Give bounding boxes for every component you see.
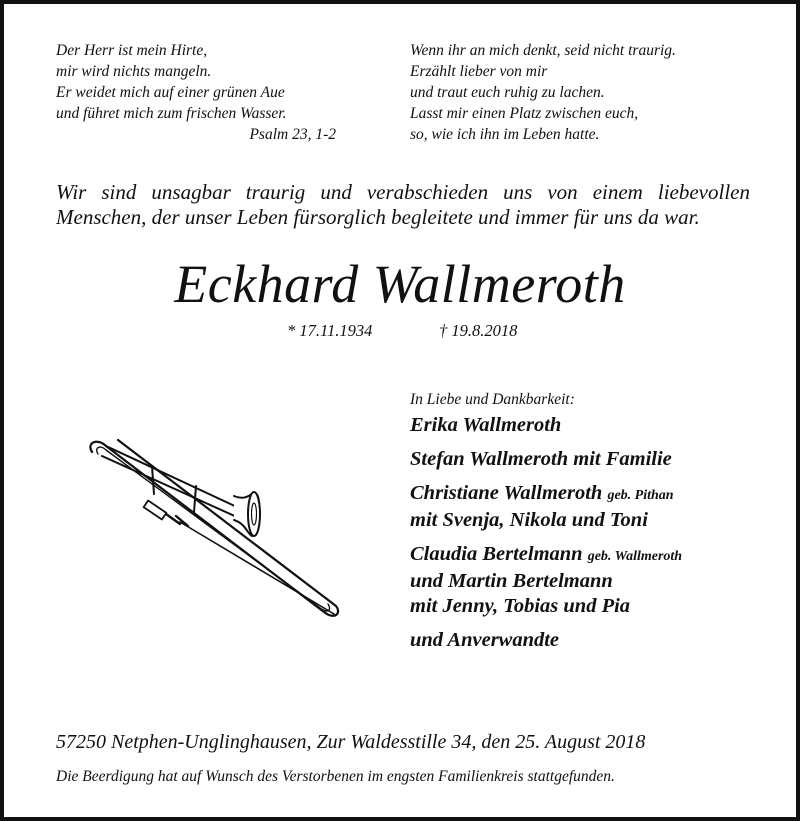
mourner-name: Stefan Wallmeroth mit Familie xyxy=(410,448,672,470)
poem-line: Wenn ihr an mich denkt, seid nicht traurig. xyxy=(410,42,676,59)
psalm-line: mir wird nichts mangeln. xyxy=(56,63,212,80)
psalm-line: Er weidet mich auf einer grünen Aue xyxy=(56,84,285,101)
mourners-intro: In Liebe und Dankbarkeit: xyxy=(410,391,575,408)
intro-text xyxy=(56,180,750,230)
mourner-entry xyxy=(410,481,790,508)
funeral-note: Die Beerdigung hat auf Wunsch des Verstorbenen im engsten Familienkreis stattgefunden. xyxy=(56,768,615,785)
mourner-line: und Martin Bertelmann xyxy=(410,570,613,592)
farewell-poem xyxy=(410,40,760,145)
trombone-icon xyxy=(84,436,350,627)
address-line: 57250 Netphen-Unglinghausen, Zur Waldesstille 34, den 25. August 2018 xyxy=(56,731,646,753)
mourner-name: Erika Wallmeroth xyxy=(410,414,562,436)
psalm-source: Psalm 23, 1-2 xyxy=(249,126,336,143)
psalm-quote xyxy=(56,40,346,145)
deceased-name: Eckhard Wallmeroth xyxy=(174,254,626,314)
poem-line: und traut euch ruhig zu lachen. xyxy=(410,84,605,101)
mourners-list xyxy=(410,390,790,653)
intro-line: Menschen, der unser Leben fürsorglich begleitete und immer für uns da war. xyxy=(56,205,700,229)
mourner-line: mit Jenny, Tobias und Pia xyxy=(410,595,631,617)
psalm-line: Der Herr ist mein Hirte, xyxy=(56,42,208,59)
mourner-name: Christiane Wallmeroth xyxy=(410,482,603,504)
mourner-name: und Anverwandte xyxy=(410,629,560,651)
intro-line: Wir sind unsagbar traurig und verabschieden uns von einem liebevollen xyxy=(56,180,750,204)
poem-line: Erzählt lieber von mir xyxy=(410,63,548,80)
mourner-name: Claudia Bertelmann xyxy=(410,543,583,565)
birth-date: * 17.11.1934 xyxy=(287,321,373,340)
psalm-line: und führet mich zum frischen Wasser. xyxy=(56,105,287,122)
maiden-name-note: geb. Pithan xyxy=(607,488,674,503)
mourner-entry xyxy=(410,542,790,569)
poem-line: so, wie ich ihn im Leben hatte. xyxy=(410,126,600,143)
mourner-line: mit Svenja, Nikola und Toni xyxy=(410,509,648,531)
poem-line: Lasst mir einen Platz zwischen euch, xyxy=(410,105,639,122)
death-date: † 19.8.2018 xyxy=(439,321,518,340)
maiden-name-note: geb. Wallmeroth xyxy=(587,549,683,564)
